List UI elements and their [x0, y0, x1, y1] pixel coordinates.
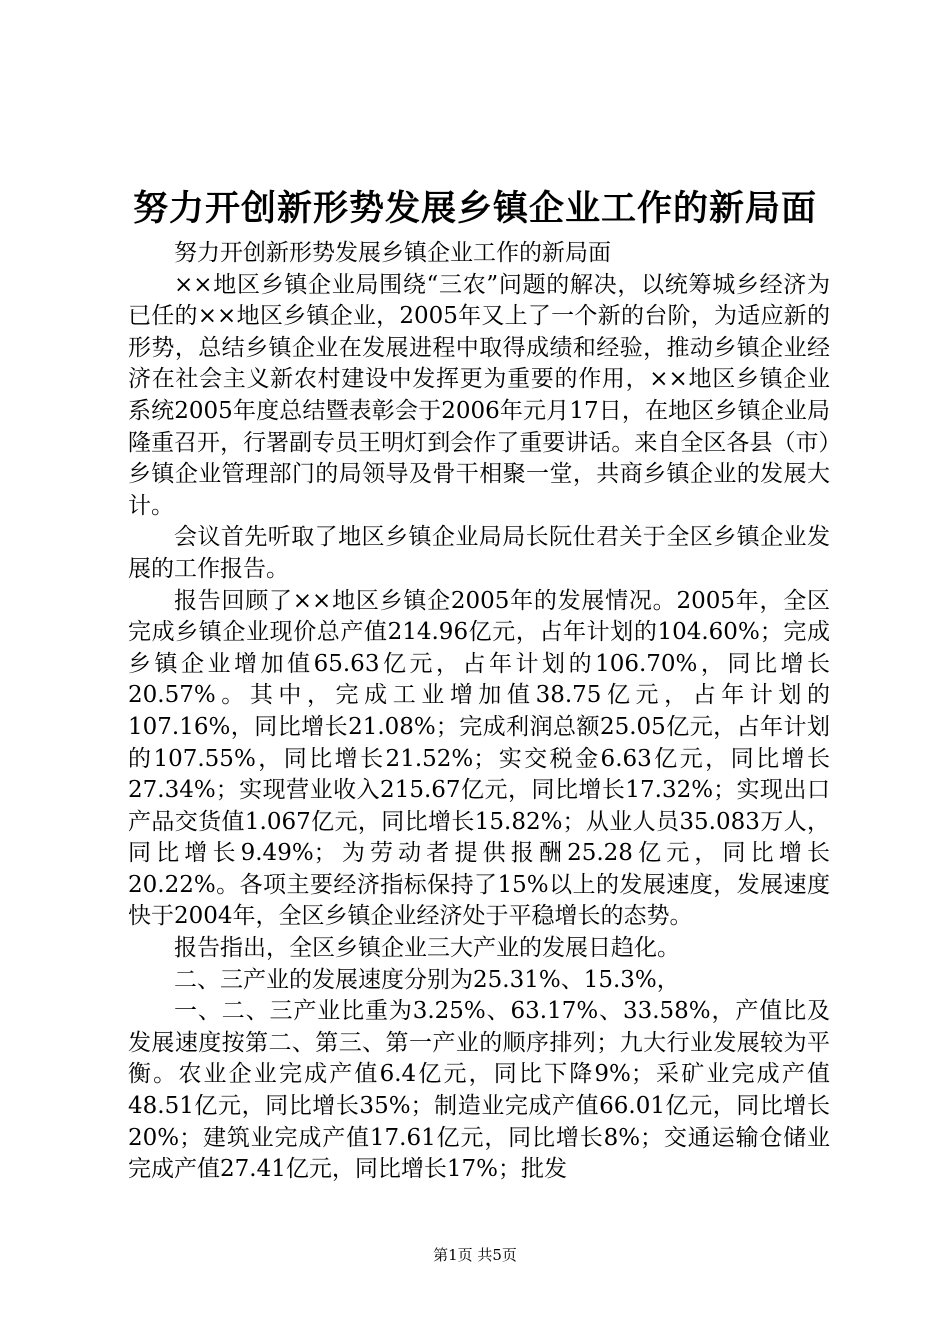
document-title: 努力开创新形势发展乡镇企业工作的新局面	[132, 188, 817, 229]
paragraph: 二、三产业的发展速度分别为25.31%、15.3%，	[174, 966, 680, 993]
paragraph: 一、二、三产业比重为3.25%、63.17%、33.58%，产值比及发展速度按第二、第三、第一产业的顺序排列；九大行业发展较为平衡。农业企业完成产值6.4亿元，同比下降9%；采矿业完成产值48.51亿元，同比增长35%；制造业完成产值66.01亿元，同比增长20%；建筑业完成产值17.61亿元，同比增长8%；交通运输仓储业完成产值27.41亿元，同比增长17%；批发	[128, 998, 830, 1183]
paragraph: 努力开创新形势发展乡镇企业工作的新局面	[174, 240, 611, 266]
paragraph: 会议首先听取了地区乡镇企业局局长阮仕君关于全区乡镇企业发展的工作报告。	[128, 524, 830, 582]
document-body	[128, 238, 830, 1186]
paragraph: 报告回顾了××地区乡镇企2005年的发展情况。2005年，全区完成乡镇企业现价总产值214.96亿元，占年计划的104.60%；完成乡镇企业增加值65.63亿元，占年计划的106.70%，同比增长20.57%。其中，完成工业增加值38.75亿元，占年计划的107.16%，同比增长21.08%；完成利润总额25.05亿元，占年计划的107.55%，同比增长21.52%；实交税金6.63亿元，同比增长27.34%；实现营业收入215.67亿元，同比增长17.32%；实现出口产品交货值1.067亿元，同比增长15.82%；从业人员35.083万人，同比增长9.49%；为劳动者提供报酬25.28亿元，同比增长20.22%。各项主要经济指标保持了15%以上的发展速度，发展速度快于2004年，全区乡镇企业经济处于平稳增长的态势。	[128, 587, 830, 930]
paragraph: 报告指出，全区乡镇企业三大产业的发展日趋化。	[174, 935, 680, 962]
page-number-footer: 第1页 共5页	[433, 1246, 517, 1264]
paragraph: ××地区乡镇企业局围绕“三农”问题的解决，以统筹城乡经济为已任的××地区乡镇企业，2005年又上了一个新的台阶，为适应新的形势，总结乡镇企业在发展进程中取得成绩和经验，推动乡镇企业经济在社会主义新农村建设中发挥更为重要的作用，××地区乡镇企业系统2005年度总结暨表彰会于2006年元月17日，在地区乡镇企业局隆重召开，行署副专员王明灯到会作了重要讲话。来自全区各县（市）乡镇企业管理部门的局领导及骨干相聚一堂，共商乡镇企业的发展大计。	[128, 271, 830, 519]
